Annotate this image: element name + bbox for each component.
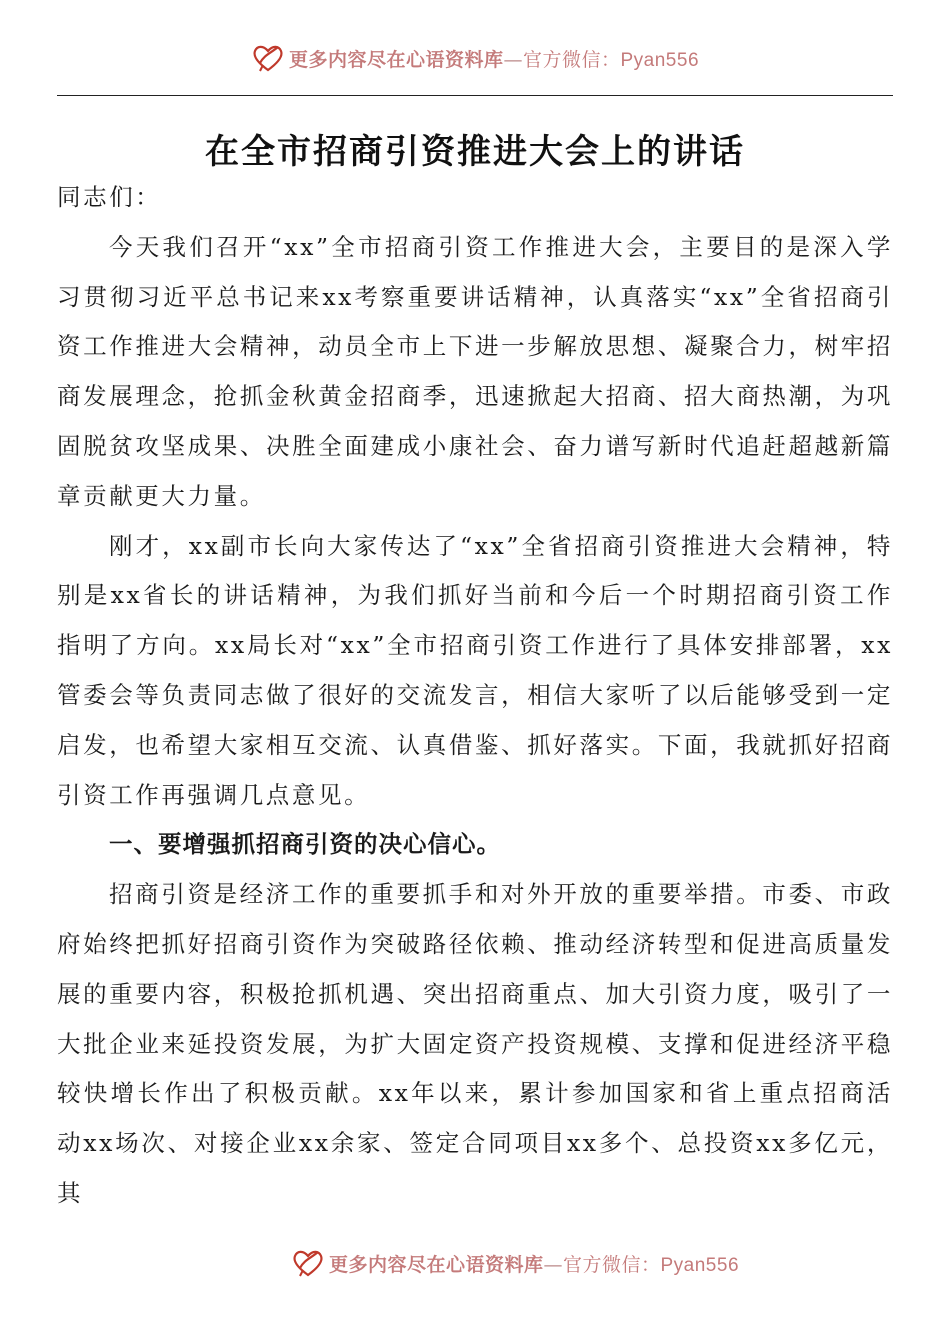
header-watermark [0, 38, 950, 78]
footer-watermark [0, 1243, 950, 1283]
watermark-official: 官方微信： [522, 48, 621, 71]
watermark-main: 更多内容尽在心语资料库 [288, 48, 504, 71]
paragraph-section-1: 招商引资是经济工作的重要抓手和对外开放的重要举措。市委、市政府始终把抓好招商引资作为突破路径依赖、推动经济转型和促进高质量发展的重要内容，积极抢抓机遇、突出招商重点、加大引资力度，吸引了一大批企业来延投资发展，为扩大固定资产投资规模、支撑和促进经济平稳较快增长作出了积极贡献。xx年以来，累计参加国家和省上重点招商活动xx场次、对接企业xx余家、签定合同项目xx多个、总投资xx多亿元，其 [57, 880, 893, 1207]
watermark-id: Pyan556 [660, 1254, 740, 1276]
watermark-text [289, 45, 699, 72]
salutation: 同志们： [57, 183, 162, 211]
heart-logo-icon [291, 1246, 325, 1280]
document-title: 在全市招商引资推进大会上的讲话 [205, 132, 745, 172]
section-heading: 一、要增强抓招商引资的决心信心。 [109, 830, 501, 859]
document-body [57, 173, 893, 1219]
watermark-main: 更多内容尽在心语资料库 [328, 1253, 544, 1276]
paragraph-intro: 今天我们召开“xx”全市招商引资工作推进大会，主要目的是深入学习贯彻习近平总书记来xx考察重要讲话精神，认真落实“xx”全省招商引资工作推进大会精神，动员全市上下进一步解放思想、凝聚合力，树牢招商发展理念，抢抓金秋黄金招商季，迅速掀起大招商、招大商热潮，为巩固脱贫攻坚成果、决胜全面建成小康社会、奋力谱写新时代追赶超越新篇章贡献更大力量。 [57, 232, 893, 510]
paragraph-review: 刚才，xx副市长向大家传达了“xx”全省招商引资推进大会精神，特别是xx省长的讲话精神，为我们抓好当前和今后一个时期招商引资工作指明了方向。xx局长对“xx”全市招商引资工作进行了具体安排部署，xx管委会等负责同志做了很好的交流发言，相信大家听了以后能够受到一定启发，也希望大家相互交流、认真借鉴、抓好落实。下面，我就抓好招商引资工作再强调几点意见。 [57, 531, 893, 809]
watermark-official: 官方微信： [562, 1253, 661, 1276]
watermark-id: Pyan556 [620, 49, 700, 71]
watermark-sep: — [543, 1253, 563, 1276]
watermark-sep: — [503, 48, 523, 71]
header-rule [57, 95, 893, 96]
heart-logo-icon [251, 41, 285, 75]
watermark-text [329, 1250, 739, 1277]
